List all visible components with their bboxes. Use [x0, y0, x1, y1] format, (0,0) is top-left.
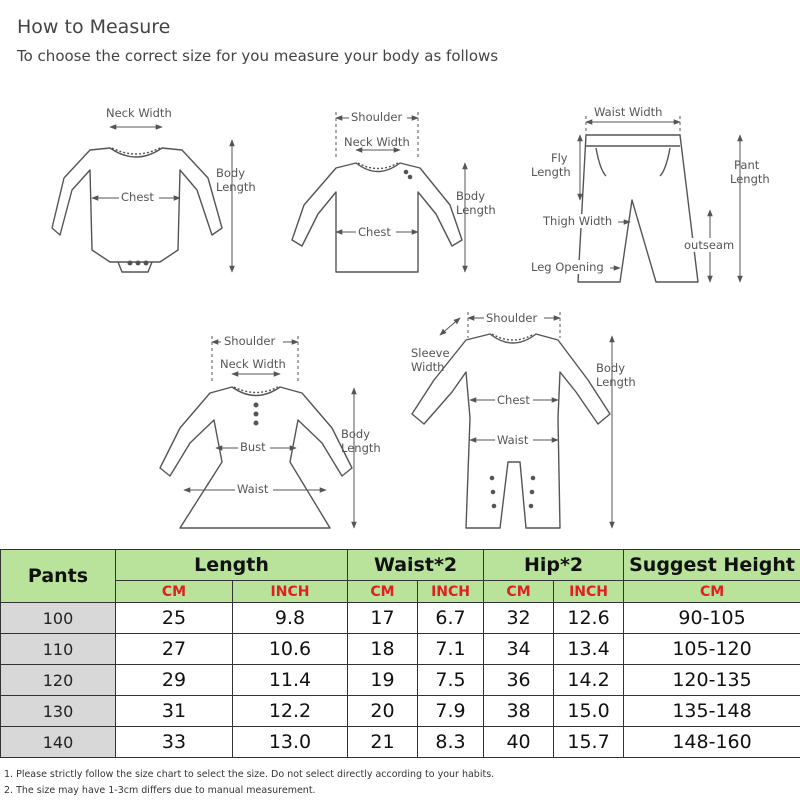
dress-illustration: [160, 387, 352, 528]
table-cell: 11.4: [233, 665, 348, 696]
bodysuit-body-length-label-1: Body: [216, 166, 246, 180]
dress-shoulder-label: Shoulder: [224, 334, 276, 348]
table-cell: 27: [116, 634, 233, 665]
size-cell: 110: [1, 634, 116, 665]
unit-header: CM: [624, 581, 800, 603]
table-cell: 31: [116, 696, 233, 727]
table-cell: 9.8: [233, 603, 348, 634]
table-cell: 7.5: [418, 665, 484, 696]
table-cell: 12.6: [554, 603, 624, 634]
note-2: 2. The size may have 1-3cm differs due to manual measurement.: [4, 785, 316, 796]
shirt-shoulder-label: Shoulder: [351, 110, 403, 124]
note-1: 1. Please strictly follow the size chart to select the size. Do not select directly according to your habits.: [4, 769, 495, 780]
table-cell: 36: [484, 665, 554, 696]
table-row: [1, 634, 800, 665]
shirt-body-length-label-2: Length: [456, 203, 496, 217]
shirt-neck-width-label: Neck Width: [344, 135, 410, 149]
table-cell: 148-160: [624, 727, 800, 758]
dress-waist-label: Waist: [237, 482, 269, 496]
table-cell: 13.4: [554, 634, 624, 665]
table-row: [1, 727, 800, 758]
group-header-waist: Waist*2: [348, 550, 484, 581]
table-cell: 7.9: [418, 696, 484, 727]
romper-waist-label: Waist: [497, 433, 529, 447]
table-cell: 40: [484, 727, 554, 758]
table-cell: 15.0: [554, 696, 624, 727]
table-cell: 7.1: [418, 634, 484, 665]
pants-thigh-width-label: Thigh Width: [543, 214, 613, 228]
unit-header: INCH: [233, 581, 348, 603]
group-header-suggest-height: Suggest Height: [624, 550, 800, 581]
dress-body-length-label-2: Length: [341, 441, 381, 455]
unit-header: CM: [484, 581, 554, 603]
table-cell: 34: [484, 634, 554, 665]
size-cell: 130: [1, 696, 116, 727]
dress-bust-label: Bust: [240, 440, 266, 454]
table-cell: 105-120: [624, 634, 800, 665]
table-cell: 18: [348, 634, 418, 665]
table-cell: 15.7: [554, 727, 624, 758]
pants-pant-length-label-1: Pant: [734, 158, 760, 172]
table-cell: 90-105: [624, 603, 800, 634]
table-cell: 19: [348, 665, 418, 696]
table-cell: 21: [348, 727, 418, 758]
dress-neck-width-label: Neck Width: [220, 357, 286, 371]
table-cell: 10.6: [233, 634, 348, 665]
romper-body-length-label-2: Length: [596, 375, 636, 389]
romper-chest-label: Chest: [497, 393, 530, 407]
bodysuit-neck-width-label: Neck Width: [106, 106, 172, 120]
pants-outseam-label: outseam: [684, 238, 735, 252]
romper-sleeve-width-label-2: Width: [411, 360, 445, 374]
table-cell: 29: [116, 665, 233, 696]
table-cell: 38: [484, 696, 554, 727]
page-title: How to Measure: [17, 16, 171, 38]
table-cell: 17: [348, 603, 418, 634]
shirt-body-length-label-1: Body: [456, 189, 486, 203]
table-cell: 20: [348, 696, 418, 727]
table-cell: 8.3: [418, 727, 484, 758]
unit-header: CM: [116, 581, 233, 603]
size-cell: 140: [1, 727, 116, 758]
table-cell: 13.0: [233, 727, 348, 758]
shirt-chest-label: Chest: [358, 225, 391, 239]
size-notes: [4, 767, 494, 799]
bodysuit-chest-label: Chest: [121, 190, 154, 204]
table-row: [1, 603, 800, 634]
pants-pant-length-label-2: Length: [730, 172, 770, 186]
table-cell: 25: [116, 603, 233, 634]
pants-leg-opening-label: Leg Opening: [531, 260, 604, 274]
pants-waist-width-label: Waist Width: [594, 105, 663, 119]
pants-fly-length-label-2: Length: [531, 165, 571, 179]
table-cell: 14.2: [554, 665, 624, 696]
table-cell: 33: [116, 727, 233, 758]
group-header-length: Length: [116, 550, 348, 581]
size-cell: 120: [1, 665, 116, 696]
unit-header: INCH: [418, 581, 484, 603]
romper-shoulder-label: Shoulder: [486, 311, 538, 325]
table-cell: 120-135: [624, 665, 800, 696]
shirt-illustration: [292, 163, 462, 272]
table-row: [1, 665, 800, 696]
size-chart-table: [0, 549, 800, 758]
romper-sleeve-width-label-1: Sleeve: [411, 346, 450, 360]
romper-body-length-label-1: Body: [596, 361, 626, 375]
group-header-hip: Hip*2: [484, 550, 624, 581]
dress-body-length-label-1: Body: [341, 427, 371, 441]
table-cell: 6.7: [418, 603, 484, 634]
table-cell: 135-148: [624, 696, 800, 727]
page-subtitle: To choose the correct size for you measure your body as follows: [17, 47, 499, 65]
table-row-header-label: Pants: [1, 550, 116, 603]
pants-fly-length-label-1: Fly: [551, 151, 568, 165]
table-cell: 32: [484, 603, 554, 634]
table-cell: 12.2: [233, 696, 348, 727]
unit-header: CM: [348, 581, 418, 603]
table-row: [1, 696, 800, 727]
bodysuit-body-length-label-2: Length: [216, 180, 256, 194]
bodysuit-illustration: [52, 148, 222, 272]
size-cell: 100: [1, 603, 116, 634]
unit-header: INCH: [554, 581, 624, 603]
